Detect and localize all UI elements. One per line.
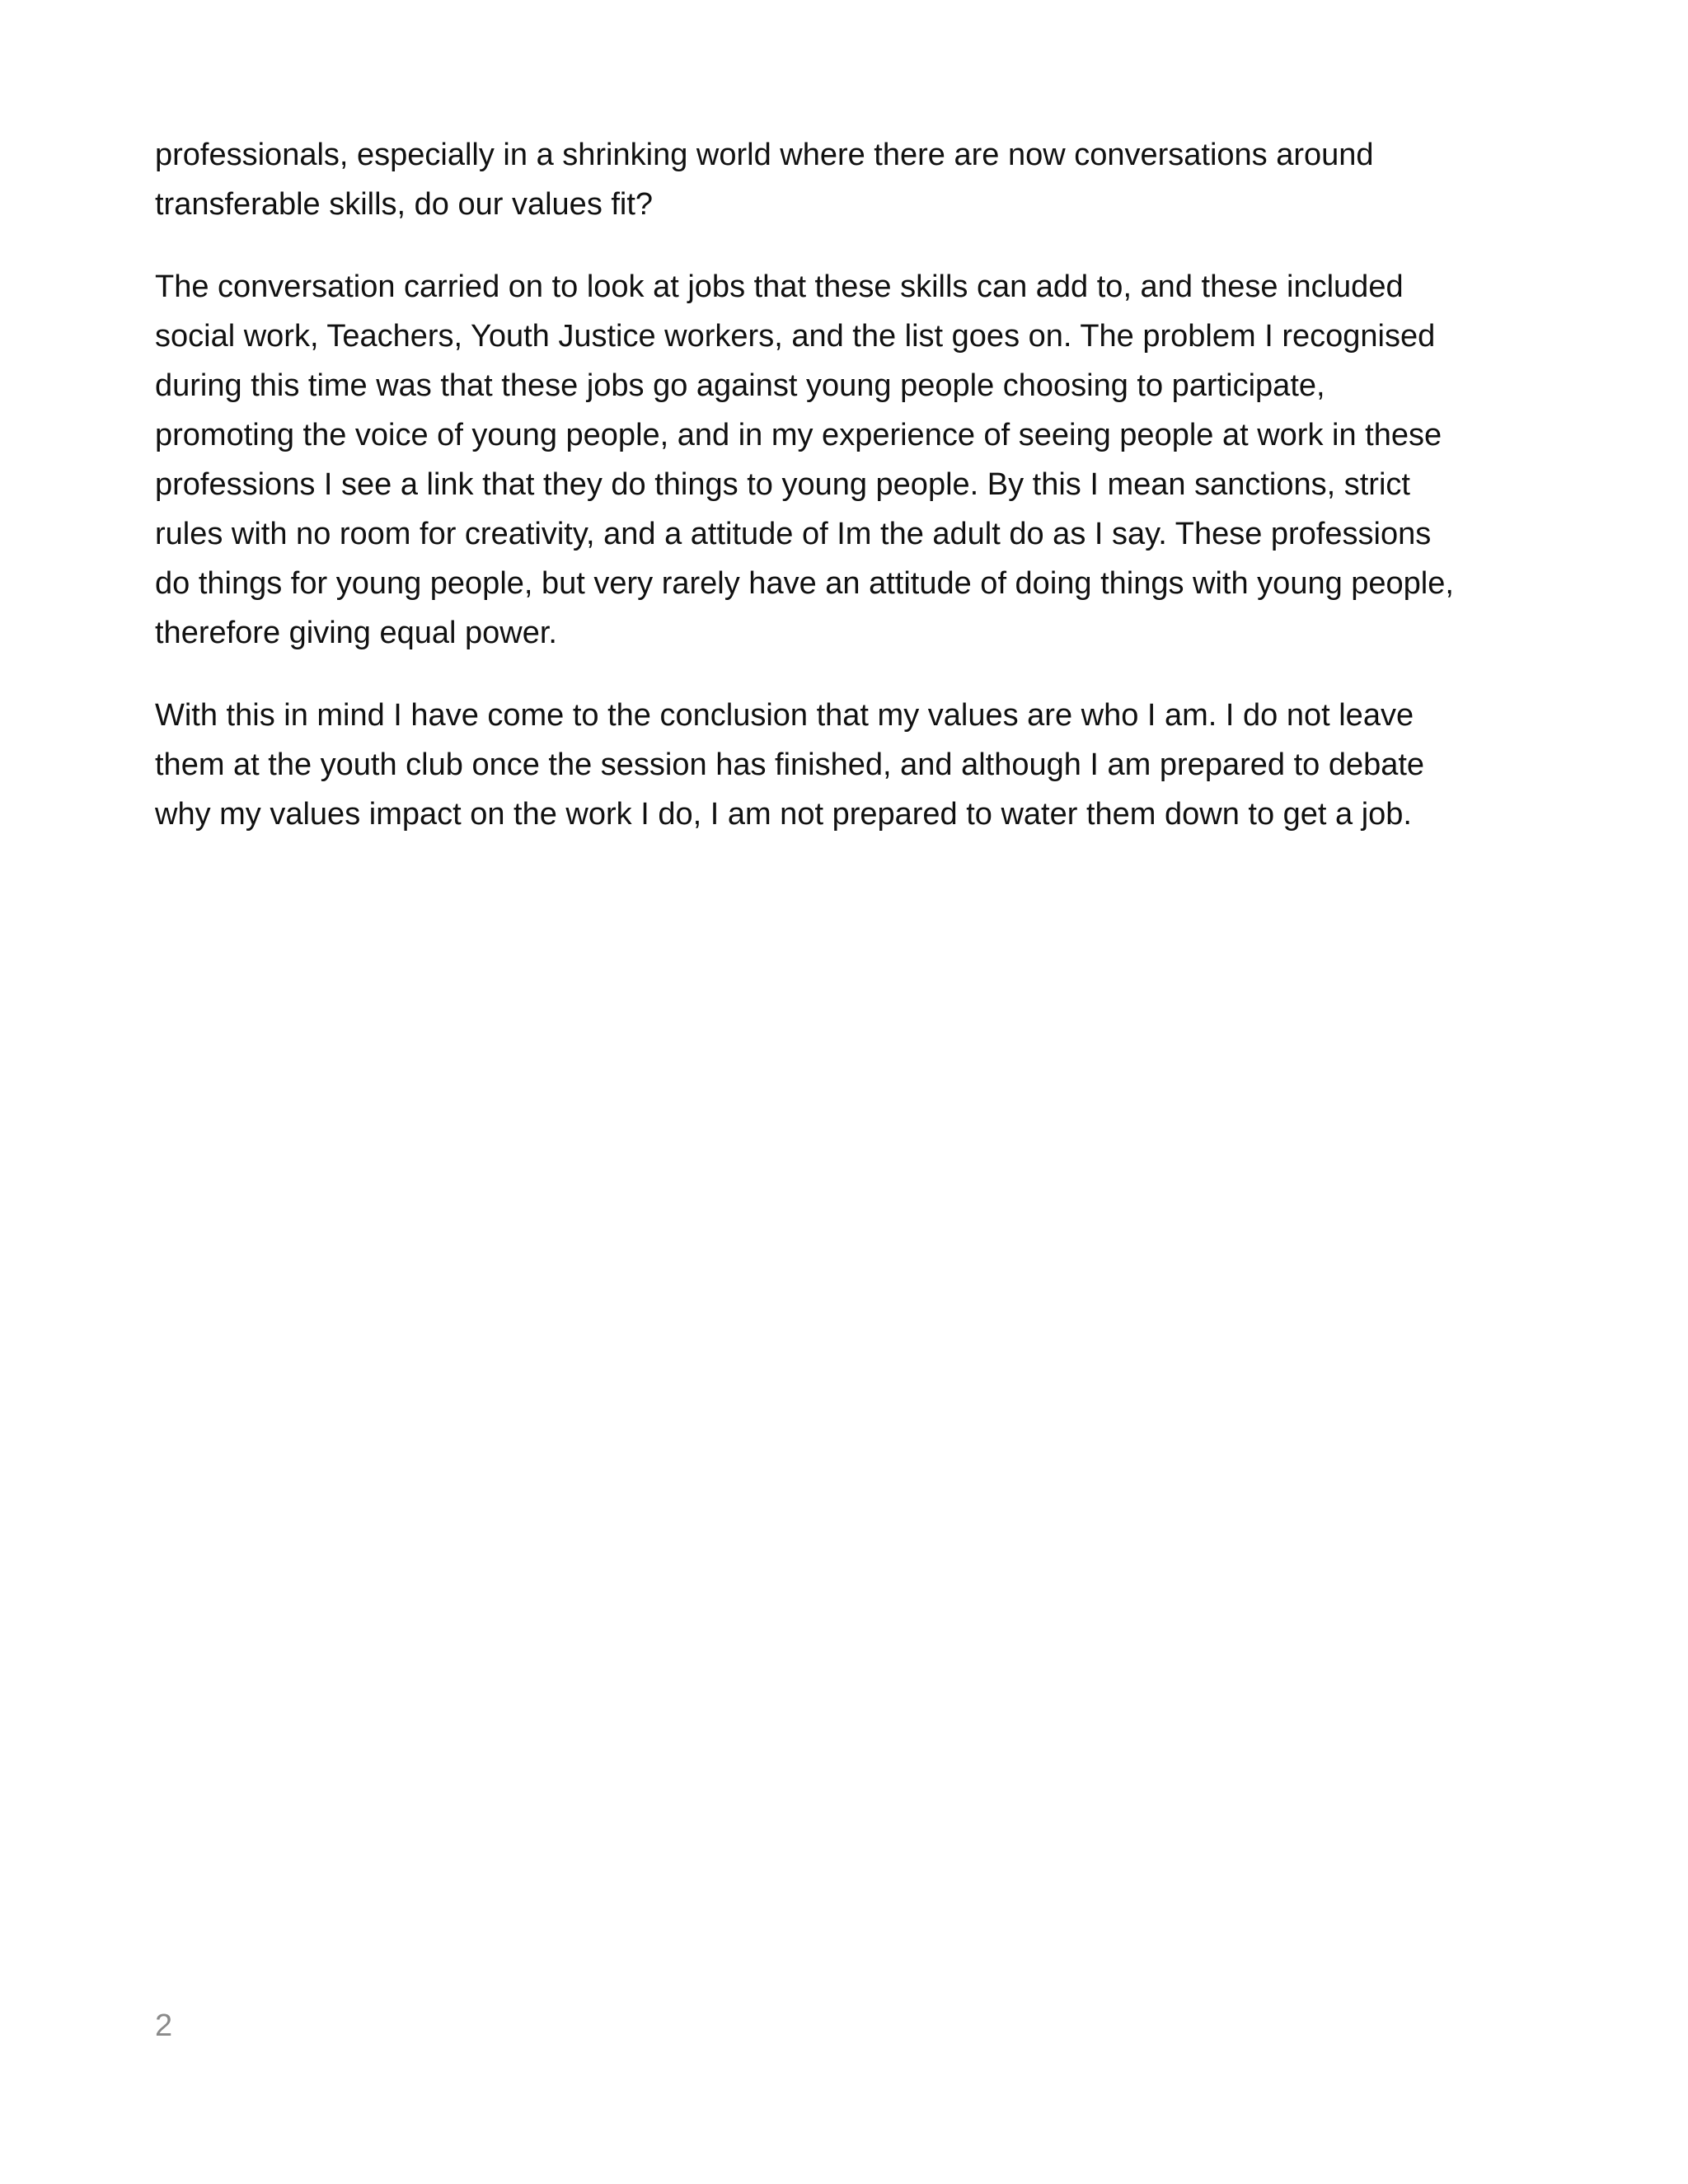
text-line: professions I see a link that they do things to young people. By this I mean sanctions, strict xyxy=(155,467,1410,502)
paragraph-3 xyxy=(155,691,1540,839)
text-line: social work, Teachers, Youth Justice workers, and the list goes on. The problem I recognised xyxy=(155,319,1436,354)
text-line: do things for young people, but very rarely have an attitude of doing things with young people, xyxy=(155,566,1454,601)
text-line: therefore giving equal power. xyxy=(155,616,557,650)
text-line: The conversation carried on to look at jobs that these skills can add to, and these included xyxy=(155,269,1404,304)
paragraph-2 xyxy=(155,262,1540,658)
document-body xyxy=(155,130,1540,872)
text-line: With this in mind I have come to the conclusion that my values are who I am. I do not leave xyxy=(155,698,1414,733)
paragraph-1 xyxy=(155,130,1540,229)
text-line: during this time was that these jobs go against young people choosing to participate, xyxy=(155,368,1325,403)
text-line: why my values impact on the work I do, I am not prepared to water them down to get a job. xyxy=(155,797,1412,832)
text-line: professionals, especially in a shrinking world where there are now conversations around xyxy=(155,138,1374,172)
text-line: rules with no room for creativity, and a attitude of Im the adult do as I say. These professions xyxy=(155,517,1432,551)
text-line: promoting the voice of young people, and in my experience of seeing people at work in these xyxy=(155,418,1442,452)
text-line: transferable skills, do our values fit? xyxy=(155,187,654,222)
page-number: 2 xyxy=(155,2008,173,2043)
text-line: them at the youth club once the session has finished, and although I am prepared to debate xyxy=(155,748,1425,782)
